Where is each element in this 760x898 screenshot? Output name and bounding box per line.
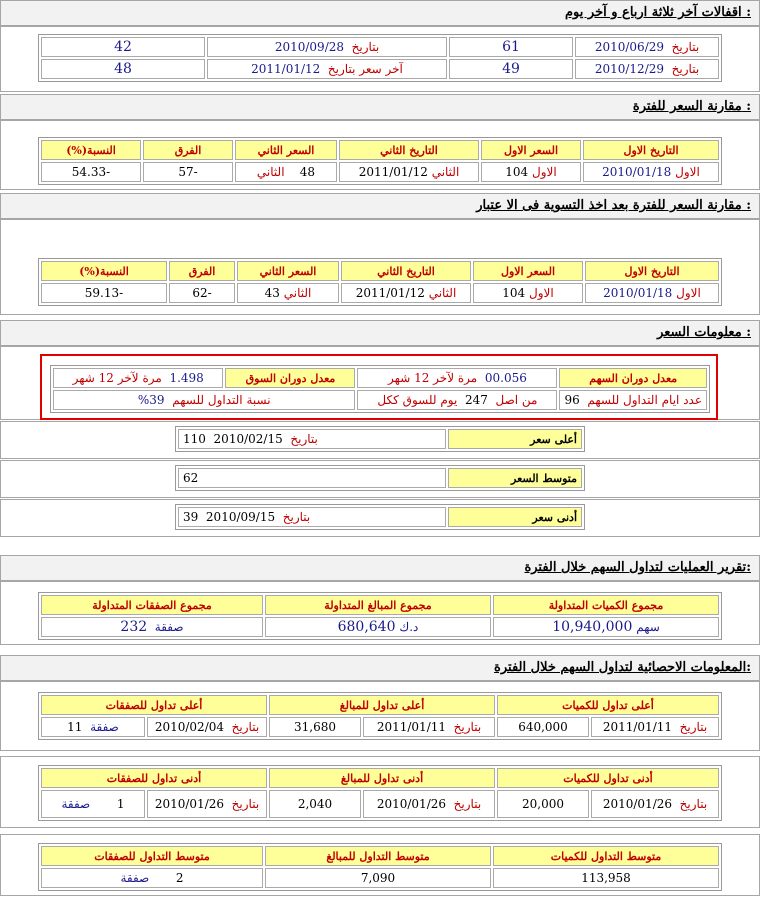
stats-avg-panel <box>0 834 760 896</box>
adjusted-compare-table: التاريخ الاول السعر الاول التاريخ الثاني السعر الثاني الفرق النسبة(%) الاول 2010/01/18 الاول 104 الثاني 2011/01/12 الثاني 43 -62 -59.13 <box>38 258 722 306</box>
table-row: عدد ايام التداول للسهم 96 من اصل 247 يوم للسوق ككل نسبة التداول للسهم 39% <box>53 390 707 410</box>
table-row: سهم 10,940,000 د.ك 680,640 صفقة 232 <box>41 617 719 637</box>
price-compare-panel <box>0 120 760 190</box>
high-price-table <box>175 426 585 452</box>
avg-price-table <box>175 465 585 491</box>
low-price-table <box>175 504 585 530</box>
section-title-operations: تقرير العمليات لتداول السهم خلال الفترة: <box>0 555 760 581</box>
table-row: 113,958 7,090 2 صفقة <box>41 868 719 888</box>
section-title-closings: اقفالات آخر ثلاثة ارباع و آخر يوم : <box>0 0 760 26</box>
table-row: معدل دوران السهم 00.056 مرة لآخر 12 شهر معدل دوران السوق 1.498 مرة لآخر 12 شهر <box>53 368 707 388</box>
price-compare-table: التاريخ الاول السعر الاول التاريخ الثاني السعر الثاني الفرق النسبة(%) الاول 2010/01/18 الاول 104 الثاني 2011/01/12 48 الثاني -57 -54.33 <box>38 137 722 185</box>
table-row: الاول 2010/01/18 الاول 104 الثاني 2011/01/12 الثاني 43 -62 -59.13 <box>41 283 719 303</box>
high-price-panel <box>0 421 760 459</box>
operations-table: مجموع الكميات المتداولة مجموع المبالغ المتداولة مجموع الصفقات المتداولة سهم 10,940,000 د.ك 680,640 صفقة 232 <box>38 592 722 640</box>
stats-high-panel <box>0 681 760 751</box>
section-title-adjusted-compare: مقارنة السعر للفترة بعد اخذ التسوية فى الا عتبار : <box>0 193 760 219</box>
table-row: أدنى سعر بتاريخ 2010/09/15 39 <box>178 507 582 527</box>
stats-low-panel <box>0 756 760 828</box>
stats-low-table: أدنى تداول للكميات أدنى تداول للمبالغ أدنى تداول للصفقات بتاريخ 2010/01/26 20,000 بتاريخ 2010/01/26 2,040 بتاريخ 2010/01/26 1 صفقة <box>38 765 722 821</box>
table-row: متوسط السعر 62 <box>178 468 582 488</box>
table-row: بتاريخ 2010/01/26 20,000 بتاريخ 2010/01/26 2,040 بتاريخ 2010/01/26 1 صفقة <box>41 790 719 818</box>
operations-panel <box>0 581 760 645</box>
closings-panel <box>0 26 760 92</box>
low-price-panel <box>0 499 760 537</box>
avg-price-panel <box>0 460 760 498</box>
section-title-price-compare: مقارنة السعر للفترة : <box>0 94 760 120</box>
section-title-statistics: المعلومات الاحصائية لتداول السهم خلال الفترة: <box>0 655 760 681</box>
table-row: الاول 2010/01/18 الاول 104 الثاني 2011/01/12 48 الثاني -57 -54.33 <box>41 162 719 182</box>
stats-avg-table: متوسط التداول للكميات متوسط التداول للمبالغ متوسط التداول للصفقات 113,958 7,090 2 صفقة <box>38 843 722 891</box>
turnover-table <box>50 365 710 413</box>
table-row: أعلى سعر بتاريخ 2010/02/15 110 <box>178 429 582 449</box>
table-row: بتاريخ 2010/12/29 49 آخر سعر بتاريخ 2011/01/12 48 <box>41 59 719 79</box>
closings-table <box>38 34 722 82</box>
table-row: بتاريخ 2011/01/11 640,000 بتاريخ 2011/01/11 31,680 بتاريخ 2010/02/04 صفقة 11 <box>41 717 719 737</box>
section-title-price-info: معلومات السعر : <box>0 320 760 346</box>
turnover-highlight <box>40 354 718 420</box>
stats-high-table: أعلى تداول للكميات أعلى تداول للمبالغ أعلى تداول للصفقات بتاريخ 2011/01/11 640,000 بتاريخ 2011/01/11 31,680 بتاريخ 2010/02/04 صفقة 11 <box>38 692 722 740</box>
adjusted-compare-panel <box>0 219 760 315</box>
table-row: بتاريخ 2010/06/29 61 بتاريخ 2010/09/28 42 <box>41 37 719 57</box>
